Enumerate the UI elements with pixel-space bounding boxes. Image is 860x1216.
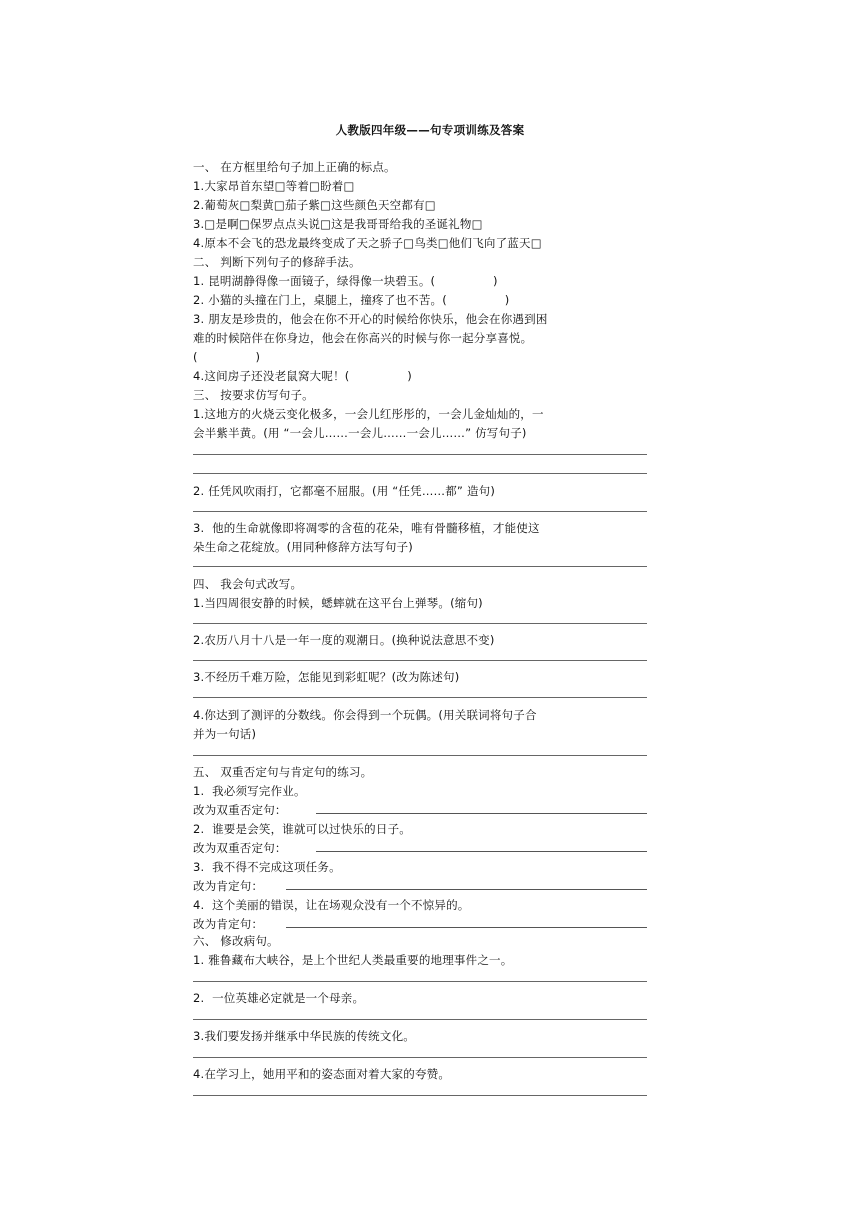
s6-question-2: 2. 一位英雄必定就是一个母亲。 — [193, 991, 365, 1005]
s1-question-3: 3.□是啊□保罗点点头说□这是我哥哥给我的圣诞礼物□ — [193, 217, 483, 231]
s5-answer-label-1: 改为双重否定句： — [193, 803, 287, 817]
s6-question-4: 4.在学习上，她用平和的姿态面对着大家的夸赞。 — [193, 1067, 451, 1081]
answer-line[interactable] — [193, 1057, 647, 1058]
answer-line[interactable] — [193, 697, 647, 698]
s1-question-4: 4.原本不会飞的恐龙最终变成了天之骄子□鸟类□他们飞向了蓝天□ — [193, 236, 542, 250]
answer-line[interactable] — [193, 755, 647, 756]
s4-question-2: 2.农历八月十八是一年一度的观潮日。(换种说法意思不变) — [193, 633, 495, 647]
document-title: 人教版四年级——句专项训练及答案 — [335, 123, 525, 137]
s5-answer-label-2: 改为双重否定句： — [193, 841, 287, 855]
s2-question-3-line-3: ( ) — [193, 350, 261, 364]
section-5-heading: 五、 双重否定句与肯定句的练习。 — [193, 765, 373, 779]
section-6-heading: 六、 修改病句。 — [193, 934, 279, 948]
s2-question-3-line-1: 3. 朋友是珍贵的，他会在你不开心的时候给你快乐，他会在你遇到困 — [193, 312, 548, 326]
answer-line[interactable] — [193, 1019, 647, 1020]
s3-question-2: 2. 任凭风吹雨打，它都毫不屈服。(用 “任凭……都” 造句) — [193, 484, 496, 498]
answer-line[interactable] — [193, 660, 647, 661]
answer-line[interactable] — [286, 927, 647, 928]
s4-question-4-line-1: 4.你达到了测评的分数线。你会得到一个玩偶。(用关联词将句子合 — [193, 708, 537, 722]
s5-question-2: 2. 谁要是会笑，谁就可以过快乐的日子。 — [193, 822, 411, 836]
s1-question-2: 2.葡萄灰□梨黄□茄子紫□这些颜色天空都有□ — [193, 198, 436, 212]
section-1-heading: 一、 在方框里给句子加上正确的标点。 — [193, 160, 396, 174]
s6-question-3: 3.我们要发扬并继承中华民族的传统文化。 — [193, 1029, 415, 1043]
s1-question-1: 1.大家昂首东望□等着□盼着□ — [193, 179, 355, 193]
section-4-heading: 四、 我会句式改写。 — [193, 577, 303, 591]
section-2-heading: 二、 判断下列句子的修辞手法。 — [193, 255, 361, 269]
s5-answer-label-3: 改为肯定句： — [193, 879, 264, 893]
answer-line[interactable] — [286, 889, 647, 890]
section-3-heading: 三、 按要求仿写句子。 — [193, 388, 314, 402]
answer-line[interactable] — [316, 813, 647, 814]
s2-question-4: 4.这间房子还没老鼠窝大呢！( ) — [193, 369, 412, 383]
s2-question-1: 1. 昆明湖静得像一面镜子，绿得像一块碧玉。( ) — [193, 274, 498, 288]
s5-question-4: 4. 这个美丽的错误，让在场观众没有一个不惊异的。 — [193, 898, 470, 912]
answer-line[interactable] — [193, 566, 647, 567]
answer-line[interactable] — [193, 623, 647, 624]
s6-question-1: 1. 雅鲁藏布大峡谷，是上个世纪人类最重要的地理事件之一。 — [193, 953, 513, 967]
s5-question-1: 1. 我必须写完作业。 — [193, 784, 306, 798]
s5-answer-label-4: 改为肯定句： — [193, 917, 264, 931]
s3-question-3-line-1: 3. 他的生命就像即将凋零的含苞的花朵，唯有骨髓移植，才能使这 — [193, 521, 540, 535]
answer-line[interactable] — [193, 981, 647, 982]
s4-question-3: 3.不经历千难万险，怎能见到彩虹呢？(改为陈述句) — [193, 670, 460, 684]
s3-question-3-line-2: 朵生命之花绽放。(用同种修辞方法写句子) — [193, 540, 413, 554]
answer-line[interactable] — [193, 454, 647, 455]
s3-question-1-line-1: 1.这地方的火烧云变化极多，一会儿红彤彤的，一会儿金灿灿的，一 — [193, 407, 544, 421]
s2-question-3-line-2: 难的时候陪伴在你身边，他会在你高兴的时候与你一起分享喜悦。 — [193, 331, 533, 345]
answer-line[interactable] — [193, 473, 647, 474]
s5-question-3: 3. 我不得不完成这项任务。 — [193, 860, 341, 874]
s2-question-2: 2. 小猫的头撞在门上，桌腿上，撞疼了也不苦。( ) — [193, 293, 510, 307]
s4-question-4-line-2: 并为一句话) — [193, 727, 257, 741]
answer-line[interactable] — [193, 511, 647, 512]
answer-line[interactable] — [316, 851, 647, 852]
answer-line[interactable] — [193, 1095, 647, 1096]
s4-question-1: 1.当四周很安静的时候，蟋蟀就在这平台上弹琴。(缩句) — [193, 596, 483, 610]
s3-question-1-line-2: 会半紫半黄。(用 “一会儿……一会儿……一会儿……” 仿写句子) — [193, 426, 527, 440]
